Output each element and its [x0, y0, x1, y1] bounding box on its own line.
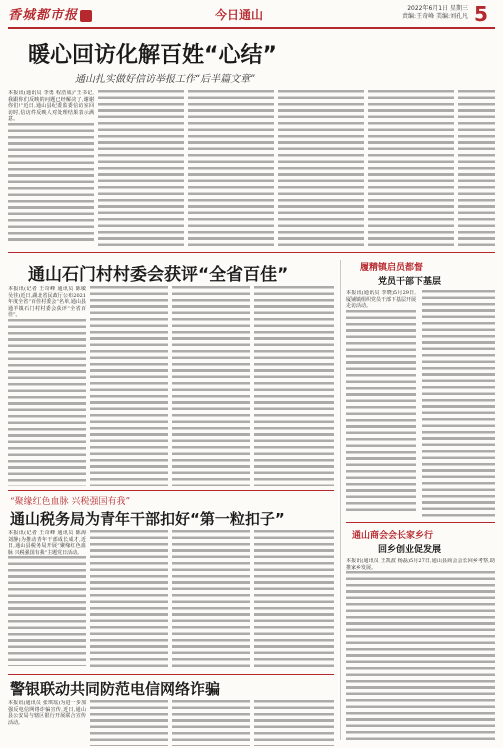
- sidebar-divider: [340, 260, 341, 740]
- article3-text-block: [254, 530, 334, 670]
- article2-column-3: [172, 286, 250, 486]
- article4-column-3: [172, 700, 250, 746]
- article2-lead: 本报讯(记者 王奇峰 通讯员 陈敏 吴佳)近日,湖北省民政厅公布2021年度全省“百佳村委会”名单,通山县通羊镇石门村村委会获评“全省百佳”。: [8, 286, 86, 319]
- sidebar1-subtitle: 党员干部下基层: [378, 277, 442, 287]
- sidebar1-column-1: [346, 290, 416, 520]
- newspaper-logo: 香城都市报: [8, 4, 92, 23]
- article1-text-block: [8, 123, 94, 243]
- article4-lead: 本报讯(通讯员 张琪瑶)为进一步加强反电信网络诈骗宣传,近日,通山县公安局与辖区银行开展联合宣传活动。: [8, 700, 86, 726]
- article3-lead: 本报讯(记者 王奇峰 通讯员 陈海 刘静)为推动青年干部成长成才,近日,通山县税务局开展“聚缘红色血脉 兴税强国有我”主题党日活动。: [8, 530, 86, 556]
- section-divider: [8, 490, 334, 491]
- article4-text-block: [172, 700, 250, 746]
- article1-column-6: [458, 90, 495, 250]
- sidebar2-text-block: [346, 571, 495, 741]
- sidebar1-column-2: [422, 290, 495, 520]
- article3-column-3: [172, 530, 250, 670]
- date-line: 2022年6月1日 星期三: [407, 5, 468, 12]
- article1-lead: 本报讯(通讯员 李勇 程浩成)“王书记,我跟你们反映的问题已经解决了,谢谢你们!”近日,通山县纪委监委信访室回访时,信访件反映人对处理结果表示满意。: [8, 90, 94, 123]
- article1-text-block: [368, 90, 454, 250]
- article2-column-1: [8, 286, 86, 486]
- article2-text-block: [172, 286, 250, 486]
- section-divider: [8, 674, 334, 675]
- article1-text-block: [98, 90, 184, 250]
- article2-text-block: [254, 286, 334, 486]
- article2-column-4: [254, 286, 334, 486]
- editor-line: 责编:王奇峰 美编:刘孔凡: [402, 13, 468, 20]
- article3-column-2: [90, 530, 168, 670]
- section-divider: [346, 522, 495, 523]
- section-title: 今日通山: [215, 8, 264, 22]
- article4-text-block: [90, 700, 168, 746]
- article1-subhead: 通山扎实做好信访举报工作“后半篇文章”: [75, 74, 256, 85]
- article3-kicker: “聚缘红色血脉 兴税强国有我”: [10, 497, 131, 507]
- article4-text-block: [254, 700, 334, 746]
- article3-text-block: [172, 530, 250, 670]
- article4-column-2: [90, 700, 168, 746]
- article4-column-1: [8, 700, 86, 746]
- article1-text-block: [458, 90, 495, 250]
- logo-mark-icon: [80, 10, 92, 22]
- sidebar1-title: 履精镇启员都督: [360, 263, 424, 273]
- masthead-rule: [8, 27, 495, 29]
- article2-text-block: [90, 286, 168, 486]
- article2-headline: 通山石门村村委会获评“全省百佳”: [28, 265, 289, 285]
- sidebar2-column: [346, 558, 495, 743]
- article4-headline: 警银联动共同防范电信网络诈骗: [10, 680, 221, 698]
- article3-headline: 通山税务局为青年干部扣好“第一粒扣子”: [10, 510, 285, 528]
- sidebar2-lead: 本报讯(通讯员 王凯波 杨磊)5月27日,通山县商会会长回乡考察,助推家乡发展。: [346, 558, 495, 571]
- article1-column-2: [98, 90, 184, 250]
- masthead: [0, 0, 503, 30]
- article3-column-1: [8, 530, 86, 670]
- article1-text-block: [278, 90, 364, 250]
- article2-column-2: [90, 286, 168, 486]
- article1-text-block: [188, 90, 274, 250]
- article4-column-4: [254, 700, 334, 746]
- article3-text-block: [90, 530, 168, 670]
- article1-column-4: [278, 90, 364, 250]
- article3-column-4: [254, 530, 334, 670]
- article1-headline: 暖心回访化解百姓“心结”: [28, 43, 277, 68]
- sidebar2-subtitle: 回乡创业促发展: [378, 545, 442, 555]
- sidebar1-text-block: [346, 310, 416, 515]
- section-divider: [8, 252, 495, 253]
- article1-column-1: [8, 90, 94, 250]
- sidebar1-lead: 本报讯(通讯员 李晓)5月29日,厦铺镇组织党员干部下基层开展走访活动。: [346, 290, 416, 310]
- article1-column-3: [188, 90, 274, 250]
- issue-info: [360, 5, 468, 21]
- sidebar1-text-block: [422, 290, 495, 520]
- article3-text-block: [8, 556, 86, 666]
- article1-column-5: [368, 90, 454, 250]
- sidebar2-title: 通山商会会长家乡行: [352, 531, 434, 541]
- article2-text-block: [8, 319, 86, 486]
- page-number: 5: [474, 2, 488, 26]
